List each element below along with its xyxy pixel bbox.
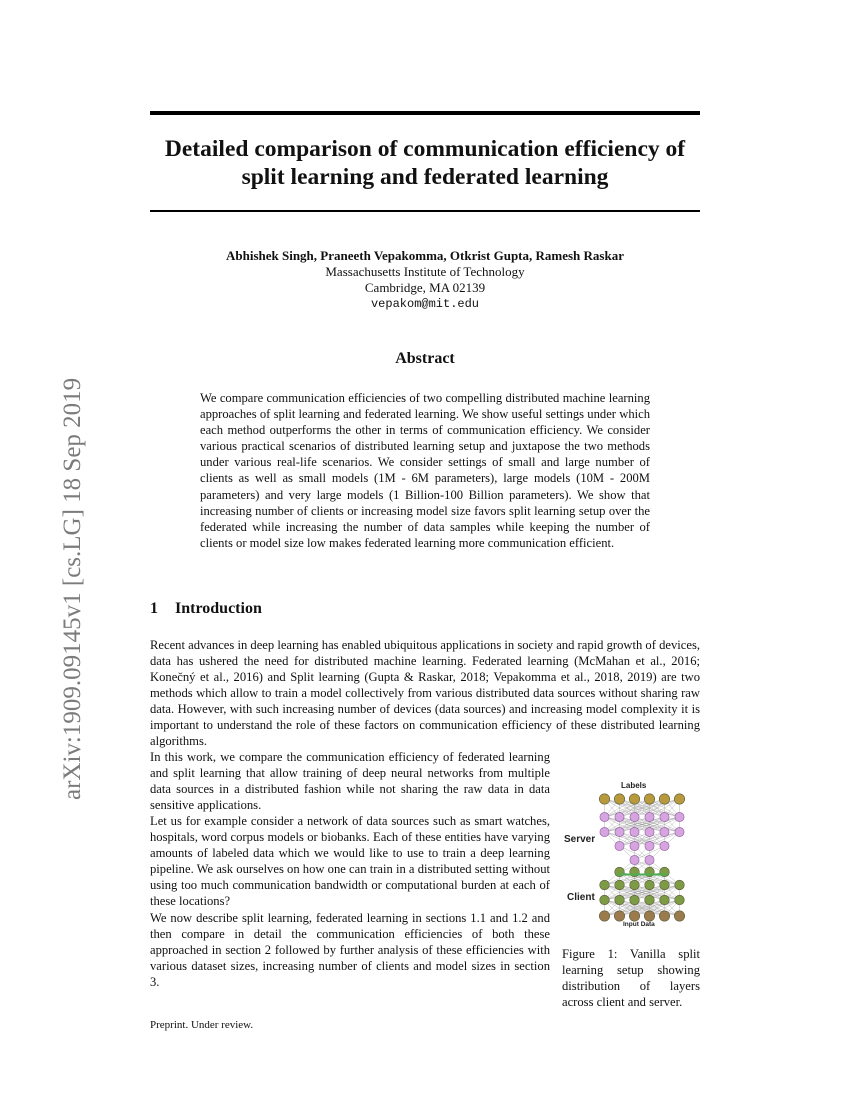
network-node — [645, 855, 654, 864]
network-node — [660, 812, 669, 821]
network-node — [630, 895, 640, 905]
server-label: Server — [564, 834, 596, 845]
network-node — [660, 880, 670, 890]
abstract-text: We compare communication efficiencies of two compelling distributed machine learning approaches of split learning and federated learning. We show useful settings under which each method outperforms the other in terms of communication efficiency. We consider various practical scenarios of distributed learning setup and juxtapose the two methods under various real-life scenarios. We consider settings of small and large number of clients as well as small models (1M - 6M parameters), large models (10M - 200M parameters) and very large models (1 Billion-100 Billion parameters). We show that increasing number of clients or increasing model size favors split learning setup over the federated while increasing the number of data samples while keeping the number of clients or model size low makes federated learning more communication efficient. — [200, 391, 650, 550]
network-node — [630, 812, 639, 821]
abstract-heading: Abstract — [395, 350, 455, 367]
network-node — [660, 827, 669, 836]
network-node — [615, 895, 625, 905]
network-node — [675, 827, 684, 836]
split-learning-figure — [557, 776, 700, 928]
network-node — [645, 812, 654, 821]
network-node — [615, 812, 624, 821]
input-data-label: Input Data — [623, 921, 655, 928]
author-location: Cambridge, MA 02139 — [364, 280, 486, 295]
labels-label: Labels — [621, 781, 647, 790]
network-edge — [635, 832, 680, 846]
title-line-1: Detailed comparison of communication efficiency of — [164, 136, 686, 162]
author-affiliation: Massachusetts Institute of Technology — [325, 264, 525, 279]
network-node — [599, 794, 609, 804]
network-node — [614, 794, 624, 804]
network-node — [675, 895, 685, 905]
network-diagram — [557, 776, 700, 928]
network-node — [630, 880, 640, 890]
network-node — [644, 794, 654, 804]
network-node — [660, 841, 669, 850]
title-top-rule — [150, 111, 700, 115]
intro-paragraph-4: We now describe split learning, federated learning in sections 1.1 and 1.2 and then compare in detail the communication efficiencies of both these approached in section 2 followed by further analysis of these efficiencies with various dataset sizes, increasing number of clients and model sizes in section 3. — [150, 911, 550, 990]
paper-title — [150, 135, 700, 191]
network-node — [644, 911, 654, 921]
title-line-2: split learning and federated learning — [241, 164, 609, 190]
network-node — [599, 911, 609, 921]
network-node — [600, 895, 610, 905]
network-node — [674, 911, 684, 921]
section-title: Introduction — [175, 600, 262, 617]
network-node — [615, 841, 624, 850]
network-node — [659, 794, 669, 804]
preprint-footer: Preprint. Under review. — [150, 1019, 254, 1031]
network-node — [600, 812, 609, 821]
intro-paragraph-1: Recent advances in deep learning has enabled ubiquitous applications in society and rapid growth of devices, data has ushered the need for distributed machine learning. Federated learning (McMahan et al., 2016; Konečný et al., 2016) and Split learning (Gupta & Raskar, 2018; Vepakomma et al., 2018, 2019) are two methods which allow to train a model collectively from various distributed data sources without sharing raw data. However, with such increasing number of devices (data sources) and increasing model complexity it is important to understand the role of these factors on communication efficiency of these distributed learning algorithms. — [150, 638, 700, 749]
network-node — [630, 855, 639, 864]
network-node — [645, 827, 654, 836]
author-block — [150, 248, 700, 312]
network-node — [614, 911, 624, 921]
arxiv-sidebar — [18, 300, 86, 800]
author-names: Abhishek Singh, Praneeth Vepakomma, Otkrist Gupta, Ramesh Raskar — [225, 248, 624, 263]
intro-paragraph-2: In this work, we compare the communication efficiency of federated learning and split learning that allow training of deep neural networks from multiple data sources in a distributed fashion while not sharing the raw data in data sensitive applications. — [150, 750, 550, 813]
network-node — [600, 880, 610, 890]
network-node — [645, 880, 655, 890]
network-node — [629, 911, 639, 921]
network-node — [615, 827, 624, 836]
intro-paragraph-3: Let us for example consider a network of data sources such as smart watches, hospitals, word corpus models or biobanks. Each of these entities have varying amounts of labeled data which we would like to use to train a deep learning pipeline. We ask ourselves on how one can train in a distributed setting without using too much communication bandwidth or computational burden at each of these locations? — [150, 814, 550, 909]
network-node — [675, 812, 684, 821]
title-bottom-rule — [150, 210, 700, 212]
author-email: vepakom@mit.edu — [370, 297, 480, 311]
network-node — [630, 841, 639, 850]
network-node — [600, 827, 609, 836]
network-node — [659, 911, 669, 921]
network-node — [675, 880, 685, 890]
arxiv-identifier: arXiv:1909.09145v1 [cs.LG] 18 Sep 2019 — [59, 377, 86, 800]
network-node — [615, 880, 625, 890]
network-node — [645, 841, 654, 850]
client-label: Client — [567, 892, 595, 903]
network-node — [674, 794, 684, 804]
network-node — [660, 895, 670, 905]
figure-caption: Figure 1: Vanilla split learning setup showing distribution of layers across client and server. — [562, 947, 700, 1010]
network-node — [645, 895, 655, 905]
network-node — [629, 794, 639, 804]
section-number: 1 — [150, 600, 158, 617]
network-node — [630, 827, 639, 836]
section-heading-introduction — [150, 599, 262, 619]
